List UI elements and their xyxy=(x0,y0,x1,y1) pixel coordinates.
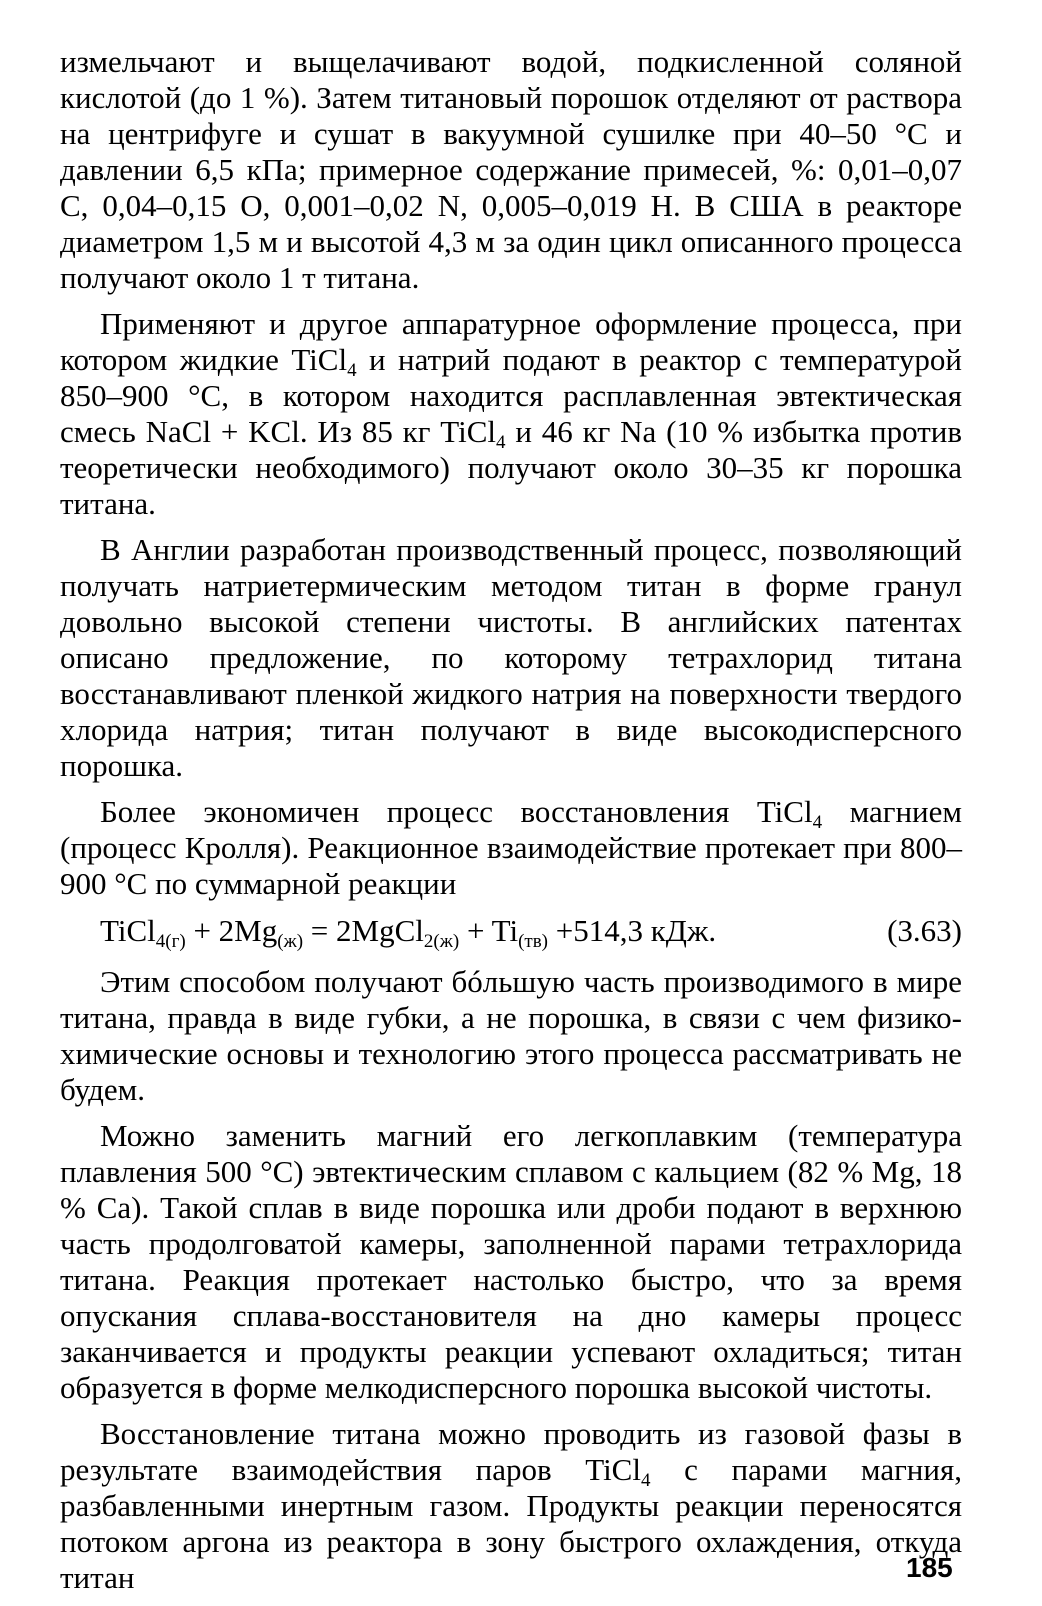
subscript: (тв) xyxy=(518,931,549,952)
subscript: 2(ж) xyxy=(423,931,460,952)
page-body xyxy=(60,44,962,1606)
subscript: 4 xyxy=(812,812,823,833)
paragraph: В Англии разработан производственный процесс, позволяющий получать натриетермическим методом титан в форме гранул довольно высокой степени чистоты. В английских патентах описано предложение, по которому тетрахлорид титана восстанавливают пленкой жидкого натрия на поверхности твердого хлорида натрия; титан получают в виде высокодисперсного порошка. xyxy=(60,532,962,783)
page-number: 185 xyxy=(906,1552,953,1583)
equation-number: (3.63) xyxy=(887,913,962,948)
paragraph: Этим способом получают бóльшую часть производимого в мире титана, правда в виде губки, а не порошка, в связи с чем физико-химические основы и технологию этого процесса рассматривать не будем. xyxy=(60,964,962,1107)
paragraph: измельчают и выщелачивают водой, подкисленной соляной кислотой (до 1 %). Затем титановый порошок отделяют от раствора на центрифуге и сушат в вакуумной сушилке при 40–50 °С и давлении 6,5 кПа; примерное содержание примесей, %: 0,01–0,07 С, 0,04–0,15 О, 0,001–0,02 N, 0,005–0,019 Н. В США в реакторе диаметром 1,5 м и высотой 4,3 м за один цикл описанного процесса получают около 1 т титана. xyxy=(60,44,962,295)
subscript: 4 xyxy=(640,1470,651,1491)
paragraph: Применяют и другое аппаратурное оформление процесса, при котором жидкие TiCl$_4$ и натрий подают в реактор с температурой 850–900 °С, в котором находится расплавленная эвтектическая смесь NaCl + KCl. Из 85 кг TiCl$_4$ и 46 кг Na (10 % избытка против теоретически необходимого) получают около 30–35 кг порошка титана. xyxy=(60,306,963,521)
paragraph: Можно заменить магний его легкоплавким (температура плавления 500 °С) эвтектическим сплавом с кальцием (82 % Mg, 18 % Ca). Такой сплав в виде порошка или дроби подают в верхнюю часть продолговатой камеры, заполненной парами тетрахлорида титана. Реакция протекает настолько быстро, что за время опускания сплава-восстановителя на дно камеры процесс заканчивается и продукты реакции успевают охладиться; титан образуется в форме мелкодисперсного порошка высокой чистоты. xyxy=(60,1118,962,1405)
equation-body: TiCl$_{4(г)}$ + $2Mg_{(ж)}$ = 2MgCl$_{2(ж)}$ + $Ti_{(тв)} +514,3$ кДж. xyxy=(100,913,717,952)
subscript: 4 xyxy=(496,432,506,453)
subscript: 4 xyxy=(347,360,357,381)
paragraph: Восстановление титана можно проводить из газовой фазы в результате взаимодействия паров TiCl$_4$ с парами магния, разбавленными инертным газом. Продукты реакции переносятся потоком аргона из реактора в зону быстрого охлаждения, откуда титан xyxy=(60,1416,962,1595)
subscript: 4(г) xyxy=(155,931,186,952)
equation xyxy=(60,912,962,952)
subscript: (ж) xyxy=(277,931,304,952)
paragraph: Более экономичен процесс восстановления TiCl$_4$ магнием (процесс Кролля). Реакционное взаимодействие протекает при 800–900 °С по суммарной реакции xyxy=(60,794,963,901)
